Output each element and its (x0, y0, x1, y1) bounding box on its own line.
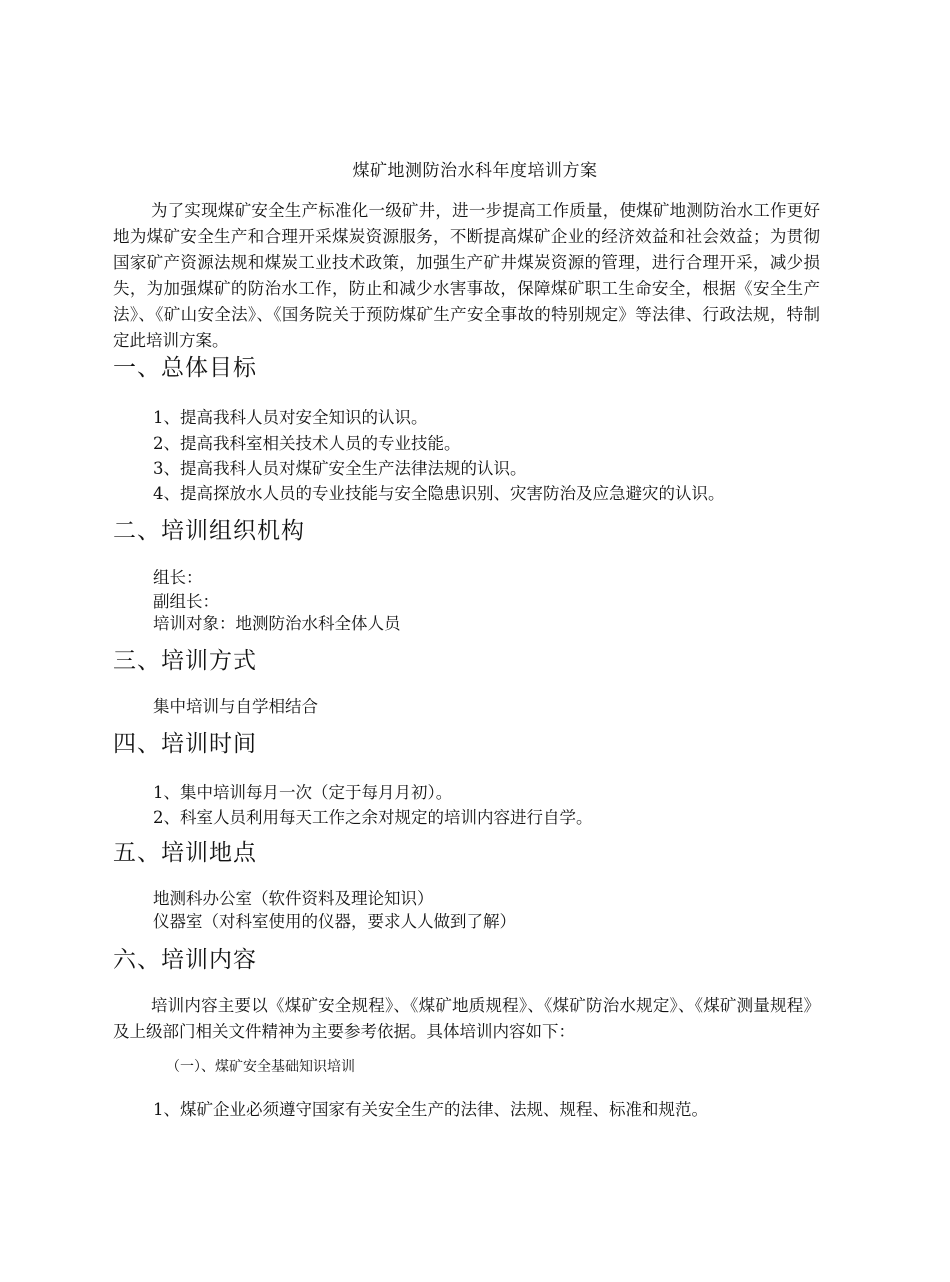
content-subheading: （一）、煤矿安全基础知识培训 (166, 1059, 355, 1075)
method-item: 集中培训与自学相结合 (153, 697, 318, 716)
org-item: 副组长： (153, 592, 219, 611)
goal-item: 1、提高我科人员对安全知识的认识。 (153, 408, 428, 427)
section-heading-goals: 一、总体目标 (113, 355, 257, 381)
document-title: 煤矿地测防治水科年度培训方案 (352, 161, 598, 181)
location-item: 地测科办公室（软件资料及理论知识） (153, 889, 434, 908)
section-heading-method: 三、培训方式 (113, 648, 257, 674)
section-heading-organization: 二、培训组织机构 (113, 518, 305, 544)
location-item: 仪器室（对科室使用的仪器，要求人人做到了解） (153, 912, 516, 931)
org-item: 组长： (153, 568, 203, 587)
intro-paragraph: 为了实现煤矿安全生产标准化一级矿井，进一步提高工作质量，使煤矿地测防治水工作更好地为煤矿安全生产和合理开采煤炭资源服务，不断提高煤矿企业的经济效益和社会效益；为贯彻国家矿产资源法规和煤炭工业技术政策，加强生产矿井煤炭资源的管理，进行合理开采，减少损失，为加强煤矿的防治水工作，防止和减少水害事故，保障煤矿职工生命安全，根据《安全生产法》、《矿山安全法》、《国务院关于预防煤矿生产安全事故的特别规定》等法律、行政法规，特制定此培训方案。 (113, 201, 820, 350)
org-item: 培训对象：地测防治水科全体人员 (153, 614, 401, 633)
section-heading-location: 五、培训地点 (113, 840, 257, 866)
goal-item: 2、提高我科室相关技术人员的专业技能。 (153, 434, 461, 453)
goal-item: 4、提高探放水人员的专业技能与安全隐患识别、灾害防治及应急避灾的认识。 (153, 484, 725, 503)
section-heading-content: 六、培训内容 (113, 947, 257, 973)
goal-item: 3、提高我科人员对煤矿安全生产法律法规的认识。 (153, 459, 527, 478)
time-item: 2、科室人员利用每天工作之余对规定的培训内容进行自学。 (153, 808, 593, 827)
time-item: 1、集中培训每月一次（定于每月月初）。 (153, 783, 453, 802)
content-item: 1、煤矿企业必须遵守国家有关安全生产的法律、法规、规程、标准和规范。 (153, 1100, 708, 1119)
section-heading-time: 四、培训时间 (113, 731, 257, 757)
content-paragraph: 培训内容主要以《煤矿安全规程》、《煤矿地质规程》、《煤矿防治水规定》、《煤矿测量规程》及上级部门相关文件精神为主要参考依据。具体培训内容如下： (113, 996, 820, 1041)
